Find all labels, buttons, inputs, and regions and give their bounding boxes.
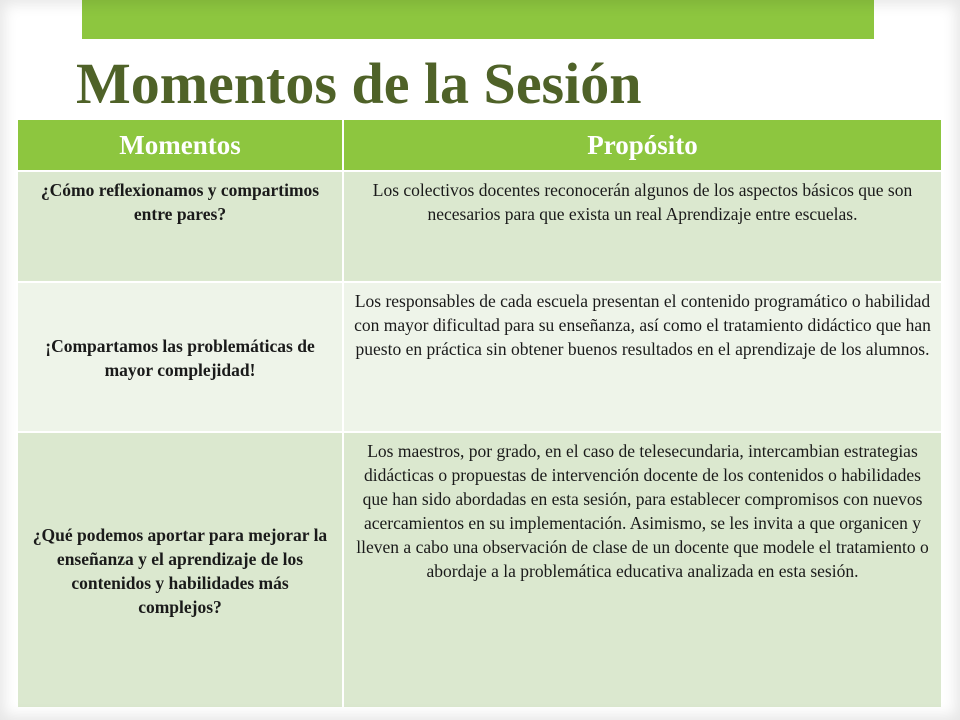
table-row (18, 171, 941, 282)
slide-title: Momentos de la Sesión (76, 51, 642, 116)
proposito-cell: Los responsables de cada escuela presentan el contenido programático o habilidad con mayor dificultad para su enseñanza, así como el tratamiento didáctico que han puesto en práctica sin obtener buenos resultados en el aprendizaje de los alumnos. (343, 282, 941, 432)
momento-cell: ¿Cómo reflexionamos y compartimos entre pares? (18, 171, 343, 282)
momento-cell: ¿Qué podemos aportar para mejorar la enseñanza y el aprendizaje de los contenidos y habilidades más complejos? (18, 432, 343, 707)
momento-cell: ¡Compartamos las problemáticas de mayor complejidad! (18, 282, 343, 432)
header-proposito: Propósito (343, 120, 941, 171)
accent-bar (82, 0, 874, 39)
session-moments-table (18, 120, 941, 707)
proposito-cell: Los maestros, por grado, en el caso de telesecundaria, intercambian estrategias didácticas o propuestas de intervención docente de los contenidos o habilidades que han sido abordadas en esta sesión, para establecer compromisos con nuevos acercamientos en su implementación. Asimismo, se les invita a que organicen y lleven a cabo una observación de clase de un docente que modele el tratamiento o abordaje a la problemática educativa analizada en esta sesión. (343, 432, 941, 707)
header-momentos: Momentos (18, 120, 343, 171)
table-row (18, 282, 941, 432)
table-header-row (18, 120, 941, 171)
table-row (18, 432, 941, 707)
proposito-cell: Los colectivos docentes reconocerán algunos de los aspectos básicos que son necesarios para que exista un real Aprendizaje entre escuelas. (343, 171, 941, 282)
